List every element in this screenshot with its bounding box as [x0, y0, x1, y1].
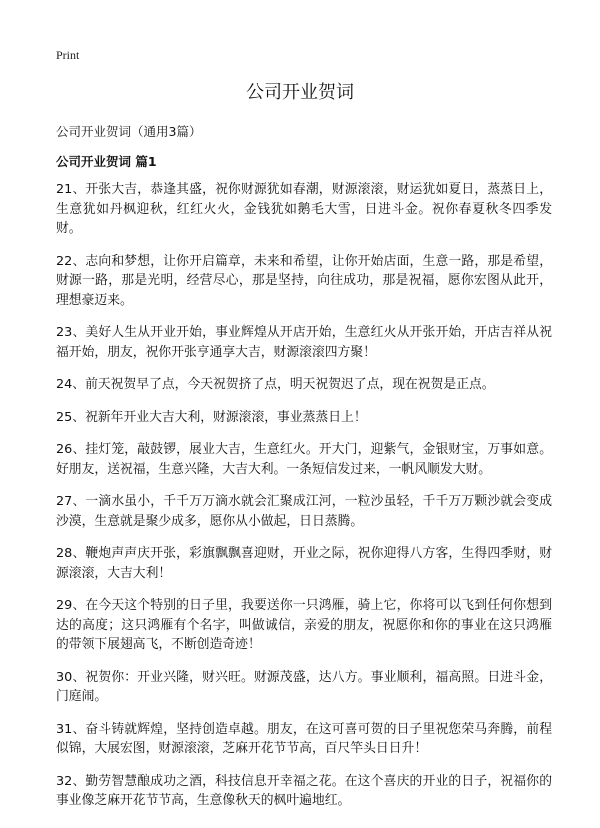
- paragraph: 22、志向和梦想，让你开启篇章，未来和希望，让你开始店面，生意一路，那是希望，财源一路，那是光明，经营尽心，那是坚持，向往成功，那是祝福，愿你宏图从此开，理想豪迈来。: [56, 253, 552, 308]
- paragraph: 32、勤劳智慧酿成功之酒，科技信息开幸福之花。在这个喜庆的开业的日子，祝福你的事业像芝麻开花节节高，生意像秋天的枫叶遍地红。: [56, 773, 552, 808]
- paragraph: 29、在今天这个特别的日子里，我要送你一只鸿雁，骑上它，你将可以飞到任何你想到达的高度；这只鸿雁有个名字，叫做诚信，亲爱的朋友，祝愿你和你的事业在这只鸿雁的带领下展翅高飞，不断创造奇迹！: [56, 598, 552, 652]
- paragraph: 31、奋斗铸就辉煌，坚持创造卓越。朋友，在这可喜可贺的日子里祝您荣马奔腾，前程似锦，大展宏图，财源滚滚，芝麻开花节节高，百尺竿头日日升！: [56, 721, 552, 756]
- document-body: [56, 180, 552, 824]
- paragraph: 23、美好人生从开业开始，事业辉煌从开店开始，生意红火从开张开始，开店吉祥从祝福开始，朋友，祝你开张亨通享大吉，财源滚滚四方聚！: [56, 325, 552, 360]
- section-heading: 公司开业贺词 篇1: [56, 154, 157, 169]
- paragraph: 26、挂灯笼，敲鼓锣，展业大吉，生意红火。开大门，迎紫气，金银财宝，万事如意。好朋友，送祝福，生意兴隆，大吉大利。一条短信发过来，一帆风顺发大财。: [56, 442, 552, 477]
- paragraph: 24、前天祝贺早了点，今天祝贺挤了点，明天祝贺迟了点，现在祝贺是正点。: [56, 377, 495, 392]
- paragraph: 25、祝新年开业大吉大利，财源滚滚，事业蒸蒸日上！: [56, 409, 367, 425]
- document-subtitle: 公司开业贺词（通用3篇）: [56, 124, 202, 139]
- paragraph: 21、开张大吉，恭逢其盛，祝你财源犹如春潮，财源滚滚，财运犹如夏日，蒸蒸日上，生意犹如丹枫迎秋，红红火火，金钱犹如鹅毛大雪，日进斗金。祝你春夏秋冬四季发财。: [56, 182, 552, 236]
- page-title: 公司开业贺词: [246, 82, 354, 103]
- paragraph: 27、一滴水虽小，千千万万滴水就会汇聚成江河，一粒沙虽轻，千千万万颗沙就会变成沙漠，生意就是聚少成多，愿你从小做起，日日蒸腾。: [56, 494, 552, 529]
- paragraph: 30、祝贺你：开业兴隆，财兴旺。财源茂盛，达八方。事业顺利，福高照。日进斗金，门庭闹。: [56, 669, 552, 704]
- print-link[interactable]: Print: [56, 48, 80, 62]
- paragraph: 28、鞭炮声声庆开张，彩旗飘飘喜迎财，开业之际，祝你迎得八方客，生得四季财，财源滚滚，大吉大利！: [56, 546, 552, 581]
